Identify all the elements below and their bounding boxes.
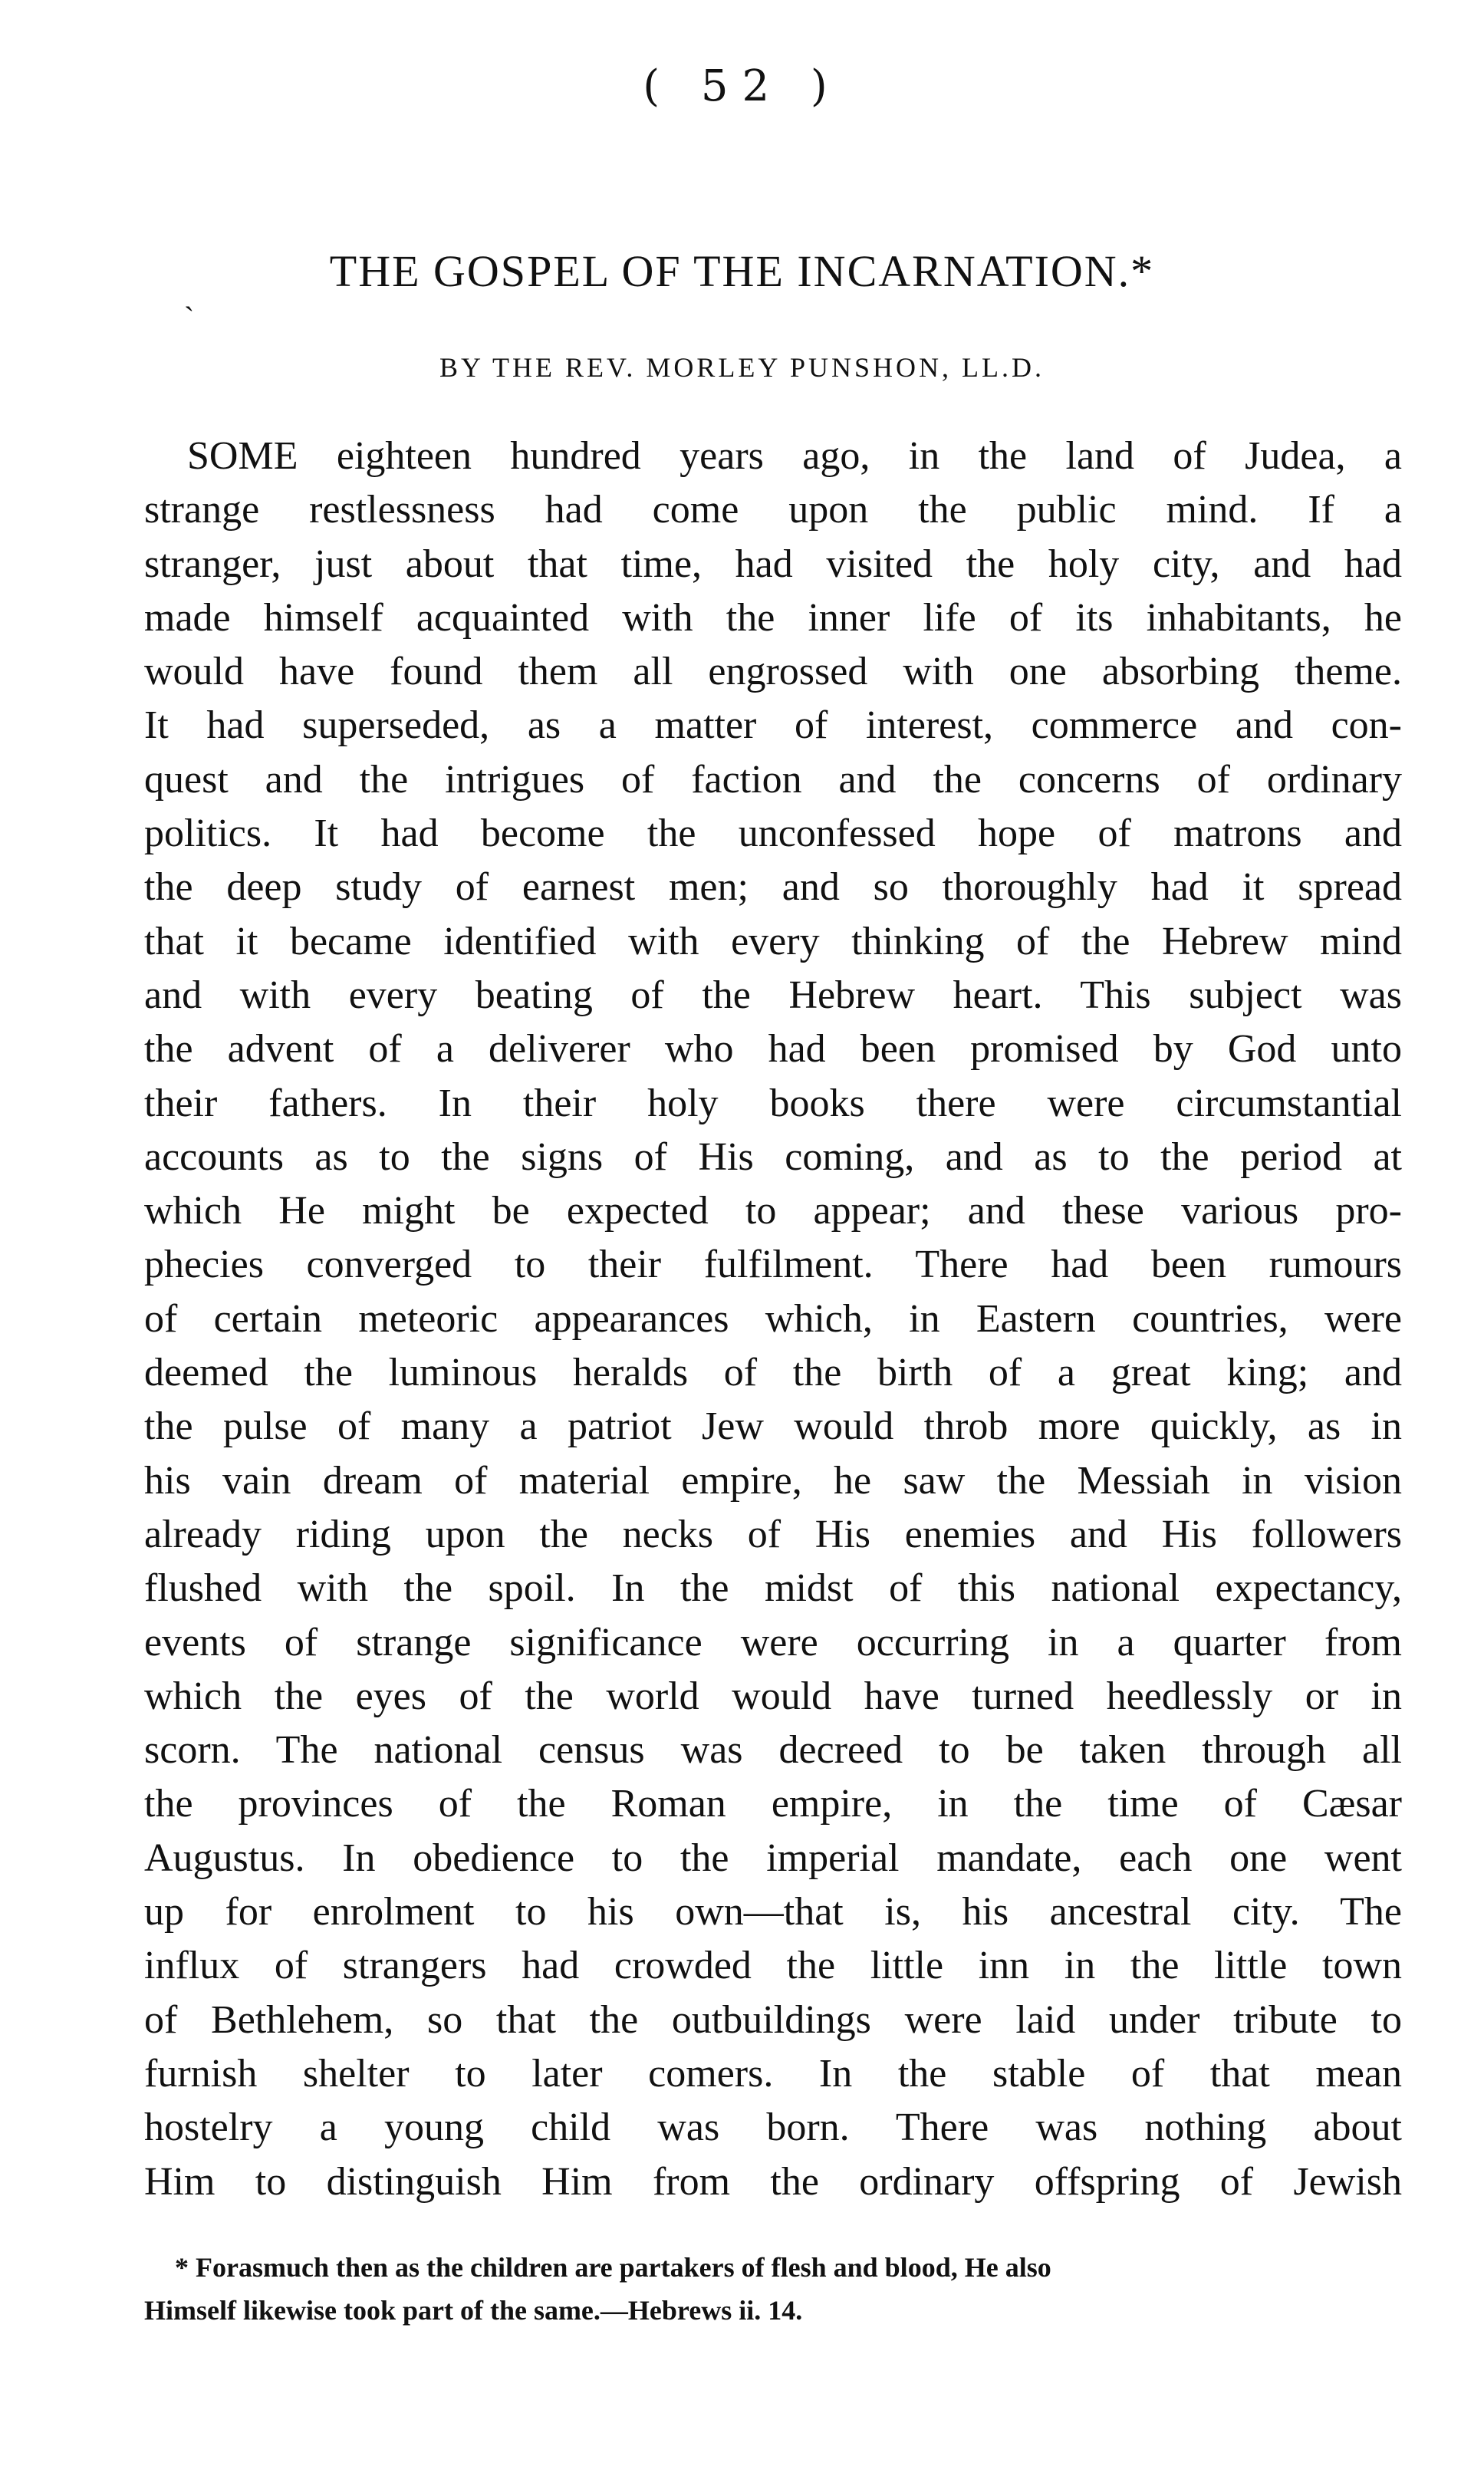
body-line: politics. It had become the unconfessed hope of matrons and [144, 812, 1402, 856]
body-line: influx of strangers had crowded the little inn in the little town [144, 1944, 1402, 1988]
body-line: and with every beating of the Hebrew heart. This subject was [144, 973, 1402, 1017]
body-line: events of strange significance were occurring in a quarter from [144, 1620, 1402, 1664]
body-line: his vain dream of material empire, he saw the Messiah in vision [144, 1458, 1402, 1503]
body-line: Augustus. In obedience to the imperial mandate, each one went [144, 1836, 1402, 1880]
body-line: the deep study of earnest men; and so thoroughly had it spread [144, 865, 1402, 910]
body-line: up for enrolment to his own—that is, his ancestral city. The [144, 1890, 1402, 1934]
body-line: flushed with the spoil. In the midst of this national expectancy, [144, 1566, 1402, 1611]
body-line: scorn. The national census was decreed to be taken through all [144, 1728, 1402, 1773]
body-line: strange restlessness had come upon the public mind. If a [144, 488, 1402, 532]
body-line: already riding upon the necks of His enemies and His followers [144, 1512, 1402, 1556]
footnote-line: Himself likewise took part of the same.—Hebrews ii. 14. [144, 2295, 803, 2326]
footnote-line: * Forasmuch then as the children are partakers of flesh and blood, He also [175, 2252, 1051, 2283]
body-line: the advent of a deliverer who had been promised by God unto [144, 1027, 1402, 1072]
body-line: SOME eighteen hundred years ago, in the land of Judea, a [187, 434, 1402, 478]
margin-mark: ˎ [184, 277, 195, 312]
body-line: phecies converged to their fulfilment. There had been rumours [144, 1243, 1402, 1287]
body-line: of Bethlehem, so that the outbuildings were laid under tribute to [144, 1997, 1402, 2042]
body-line: of certain meteoric appearances which, in Eastern countries, were [144, 1296, 1402, 1341]
body-text [144, 430, 1402, 2209]
body-line: deemed the luminous heralds of the birth of a great king; and [144, 1351, 1402, 1395]
body-line: Him to distinguish Him from the ordinary offspring of Jewish [144, 2159, 1402, 2204]
body-line: hostelry a young child was born. There was nothing about [144, 2106, 1402, 2150]
footnote [144, 2246, 1402, 2332]
body-line: stranger, just about that time, had visited the holy city, and had [144, 542, 1402, 586]
body-line: It had superseded, as a matter of interest, commerce and con- [144, 703, 1402, 748]
body-line: quest and the intrigues of faction and the concerns of ordinary [144, 757, 1402, 802]
body-line: would have found them all engrossed with one absorbing theme. [144, 650, 1402, 694]
author-byline: BY THE REV. MORLEY PUNSHON, LL.D. [439, 352, 1045, 383]
body-line: their fathers. In their holy books there were circumstantial [144, 1081, 1402, 1125]
body-line: furnish shelter to later comers. In the stable of that mean [144, 2051, 1402, 2096]
body-line: the provinces of the Roman empire, in the time of Cæsar [144, 1782, 1402, 1826]
body-line: accounts as to the signs of His coming, and as to the period at [144, 1134, 1402, 1179]
body-line: the pulse of many a patriot Jew would throb more quickly, as in [144, 1404, 1402, 1449]
body-line: that it became identified with every thinking of the Hebrew mind [144, 919, 1402, 963]
page-number: ( 52 ) [643, 61, 841, 111]
article-title: THE GOSPEL OF THE INCARNATION.* [329, 246, 1155, 296]
body-line: made himself acquainted with the inner life of its inhabitants, he [144, 595, 1402, 640]
body-line: which the eyes of the world would have turned heedlessly or in [144, 1674, 1402, 1718]
body-line: which He might be expected to appear; and these various pro- [144, 1189, 1402, 1233]
